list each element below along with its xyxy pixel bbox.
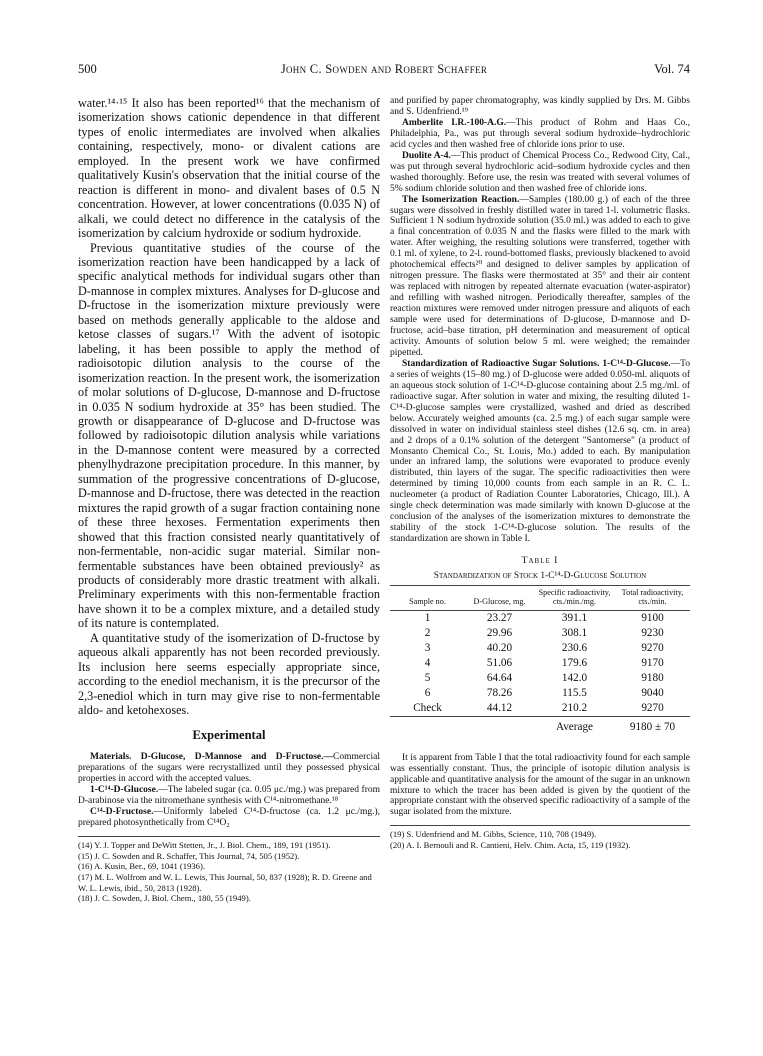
volume-label: Vol. 74: [654, 62, 690, 76]
materials-text: Commercial preparations of the sugars were recrystallized until they possessed physical properties in accord with the accepted values.: [78, 752, 380, 785]
running-head-authors: John C. Sowden and Robert Schaffer: [280, 62, 488, 76]
duolite-text: —This product of Chemical Process Co., Redwood City, Cal., was put through several hydrochloric acid–sodium hydroxide cycles and then washed thoroughly. Before use, the resin was treated with several volumes of 5% sodium chloride solution and then washed free of chloride ions.: [390, 150, 690, 194]
average-label: Average: [555, 720, 594, 733]
purification-paragraph: and purified by paper chromatography, was kindly supplied by Drs. M. Gibbs and S. Udenfriend.¹⁹: [390, 96, 690, 117]
table-row: [390, 701, 690, 717]
table-cell: 9270: [615, 701, 690, 717]
table-cell: 51.06: [486, 656, 513, 669]
isomerization-title: The Isomerization Reaction.: [402, 194, 520, 205]
table-cell: 179.6: [561, 656, 588, 669]
standardization-table: [390, 585, 690, 737]
table-cell: 391.1: [561, 611, 588, 624]
table-cell: 9180: [641, 671, 664, 684]
glucose-title: 1-C¹⁴-D-Glucose.: [90, 785, 159, 796]
table-row: [390, 626, 690, 641]
header-total-radioactivity: Total radioactivity, cts./min.: [615, 586, 690, 611]
intro-paragraph-1: water.¹⁴·¹⁵ It also has been reported¹⁶ that the mechanism of isomerization shows cationic dependence in that different types of enolic intermediates are involved when alkalies containing, respectively, mono- or divalent cations are employed. In the present work we have confirmed qualitatively Kusin's observation that the initial course of the reaction is different in mono- and divalent bases of 0.5 N concentration. However, at lower concentrations (0.035 N) of alkali, we could detect no difference in the catalysis of the isomerization by calcium hydroxide or sodium hydroxide.: [78, 96, 380, 241]
table-cell: 6: [424, 686, 431, 699]
table-cell: 9040: [641, 686, 664, 699]
table-cell: 9270: [641, 641, 664, 654]
table-cell: 5: [424, 671, 431, 684]
materials-paragraph: [78, 752, 380, 785]
left-column: [78, 96, 380, 904]
table-cell: 210.2: [534, 701, 615, 717]
table-cell: 29.96: [486, 626, 513, 639]
page-number: 500: [78, 62, 97, 76]
footnote-18: (18) J. C. Sowden, J. Biol. Chem., 180, 55 (1949).: [78, 893, 251, 904]
header-glucose-mg: D-Glucose, mg.: [465, 586, 534, 611]
table-cell: 3: [424, 641, 431, 654]
table-cell: 2: [424, 626, 431, 639]
table-row: [390, 671, 690, 686]
page-header: [78, 62, 690, 78]
section-heading-experimental: Experimental: [192, 728, 266, 743]
table-cell: 308.1: [561, 626, 588, 639]
intro-paragraph-2: Previous quantitative studies of the course of the isomerization reaction have been handicapped by a lack of specific analytical methods for individual sugars other than D-mannose in complex mixtures. Analyses for D-glucose and D-fructose in the isomerization mixture previously were based on methods generally applicable to the aldose and ketose classes of sugars.¹⁷ With the advent of isotopic labeling, it has been possible to apply the method of radioisotopic dilution analysis to the course of the isomerization reaction. In the present work, the isomerization of molar solutions of D-glucose, D-mannose and D-fructose in 0.035 N sodium hydroxide at 35° has been studied. The growth or disappearance of D-glucose and D-fructose was followed by radioisotopic dilution analysis while variations in the D-mannose content were measured by a corrected phenylhydrazone precipitation procedure. In this manner, by summation of the progressive concentrations of D-glucose, D-mannose and D-fructose, there was detected in the reaction mixtures the rapid growth of a sugar fraction containing none of these three hexoses. Fermentation experiments then showed that this fraction consisted nearly quantitatively of non-fermentable, non-acidic sugar material. Similar non-fermentable substances have been obtained previously² as products of considerably more drastic treatment with alkali. Preliminary experiments with this non-fermentable fraction have shown it to be a complex mixture, and a detailed study of its nature is contemplated.: [78, 240, 380, 631]
average-value: 9180 ± 70: [629, 720, 676, 733]
table-caption: Standardization of Stock 1-C¹⁴-D-Glucose Solution: [433, 571, 647, 582]
header-sample-no: Sample no.: [390, 586, 465, 611]
standardization-paragraph: [390, 359, 690, 545]
footnote-14: (14) Y. J. Topper and DeWitt Stetten, Jr., J. Biol. Chem., 189, 191 (1951).: [78, 840, 331, 851]
fructose-text: —Uniformly labeled C¹⁴-D-fructose (ca. 1.2 μc./mg.), prepared photosynthetically from C¹⁴O₂: [78, 807, 380, 829]
duolite-title: Duolite A-4.: [402, 150, 451, 161]
amberlite-paragraph: [390, 118, 690, 151]
table-row: [390, 610, 690, 626]
header-specific-radioactivity: Specific radioactivity, cts./min./mg.: [534, 586, 615, 611]
table-cell: 40.20: [486, 641, 513, 654]
fructose-title: C¹⁴-D-Fructose.: [90, 807, 154, 818]
conclusion-paragraph: It is apparent from Table I that the total radioactivity found for each sample was essentially constant. Thus, the principle of isotopic dilution analysis is applicable and quantitative analysis for the amount of the sugar in an unknown mixture to which the tracer has been added is given by the quotient of the appropriate constant with the observed specific radioactivity of a sample of the sugar isolated from the mixture.: [390, 752, 690, 818]
materials-title: Materials. D-Glucose, D-Mannose and D-Fructose.—: [90, 752, 334, 763]
intro-paragraph-3: A quantitative study of the isomerization of D-fructose by aqueous alkali apparently has not been recorded previously. Its inclusion here seems especially appropriate since, according to the enediol mechanism, it is the precursor of the 2,3-enediol which in turn may give rise to non-fermentable aldo- and ketohexoses.: [78, 630, 380, 718]
table-cell: 78.26: [486, 686, 513, 699]
glucose-paragraph: [78, 785, 380, 807]
table-row: [390, 641, 690, 656]
amberlite-title: Amberlite I.R.-100-A.G.: [402, 117, 507, 128]
standardization-title: Standardization of Radioactive Sugar Solutions. 1-C¹⁴-D-Glucose.: [402, 358, 671, 369]
table-cell: Check: [390, 701, 465, 717]
footnote-15: (15) J. C. Sowden and R. Schaffer, This Journal, 74, 505 (1952).: [78, 850, 300, 861]
table-cell: 115.5: [562, 686, 587, 699]
table-cell: 44.12: [465, 701, 534, 717]
footnote-19: (19) S. Udenfriend and M. Gibbs, Science, 110, 708 (1949).: [390, 829, 597, 840]
table-cell: 9170: [641, 656, 664, 669]
fructose-paragraph: [78, 807, 380, 829]
table-cell: 9100: [641, 611, 664, 624]
footnote-17: (17) M. L. Wolfrom and W. L. Lewis, This Journal, 50, 837 (1928); R. D. Greene and W. L. Lewis, ibid., 50, 2813 (1928).: [78, 871, 372, 893]
table-cell: 1: [424, 611, 431, 624]
standardization-text: —To a series of weights (15–80 mg.) of D-glucose were added 0.050-ml. aliquots of an aqueous stock solution of 1-C¹⁴-D-glucose containing about 2.5 mg./ml. of radioactive sugar. After solution in water and mixing, the resulting diluted 1-C¹⁴-D-glucose samples were crystallized, washed and dried as described below. Accurately weighed amounts (ca. 2.5 mg.) of each sugar sample were dissolved in water on individual stainless steel dishes (12.6 sq. cm. in area) and 2 drops of a 0.1% solution of the detergent "Santomerse" (a product of Monsanto Chemical Co., St. Louis, Mo.) added to each. By manipulation under an infrared lamp, the solutions were evaporated to produce evenly distributed, thin layers of the sugar. The specific radioactivities then were determined by timing 10,000 counts from each sample in an R. C. L. nucleometer (a product of Radiation Counter Laboratories, Chicago, Ill.). A single check determination was made similarly with known D-glucose at the conclusion of the analyses of the isomerization mixtures to demonstrate the stability of the stock 1-C¹⁴-D-glucose solution. The results of the standardization are shown in Table I.: [390, 358, 690, 545]
footnote-16: (16) A. Kusin, Ber., 69, 1041 (1936).: [78, 861, 205, 872]
glucose-text: —The labeled sugar (ca. 0.05 μc./mg.) was prepared from D-arabinose via the nitromethane synthesis with C¹⁴-nitromethane.¹⁸: [78, 785, 380, 807]
table-cell: 230.6: [561, 641, 588, 654]
footnote-rule: [390, 825, 690, 826]
table-cell: 64.64: [486, 671, 513, 684]
table-cell: 9230: [641, 626, 664, 639]
duolite-paragraph: [390, 151, 690, 195]
table-row: [390, 656, 690, 671]
isomerization-text: —Samples (180.00 g.) of each of the three sugars were dissolved in freshly distilled water in tared 1-l. volumetric flasks. Sufficient 1 N sodium hydroxide solution (35.0 ml.) was added to each to give a final concentration of 0.035 N and the flasks were filled to the mark with water. After weighing, the resulting solutions were transferred, together with 0.1 ml. of xylene, to 2-l. round-bottomed flasks, previously blackened to avoid photochemical effects²⁰ and designed to deliver samples by application of nitrogen pressure. The flasks were thermostated at 35° and their air content was replaced with nitrogen by repeated alternate evacuation (water-aspirator) and refilling with washed nitrogen. Periodically thereafter, samples of the reaction mixtures were removed under nitrogen pressure and aliquots of each sample were used for determinations of D-glucose, D-mannose and D-fructose, acid–base titration, pH determination and measurement of optical activity. Amounts of solution below 5 ml. were weighed; the remainder pipetted.: [390, 194, 691, 358]
footnote-rule: [78, 836, 380, 837]
table-average-row: [390, 716, 690, 737]
amberlite-text: —This product of Rohm and Haas Co., Philadelphia, Pa., was put through several sodium hydroxide–hydrochloric acid cycles and then washed free of chloride ions prior to use.: [390, 117, 691, 150]
table-cell: 23.27: [486, 611, 513, 624]
isomerization-paragraph: [390, 195, 690, 359]
table-cell: 4: [424, 656, 431, 669]
right-column: [390, 96, 690, 851]
table-label: Table I: [521, 555, 559, 567]
table-header-row: [390, 586, 690, 611]
table-cell: 142.0: [561, 671, 588, 684]
table-row: [390, 686, 690, 701]
footnote-20: (20) A. I. Bernouli and R. Cantieni, Helv. Chim. Acta, 15, 119 (1932).: [390, 839, 631, 850]
